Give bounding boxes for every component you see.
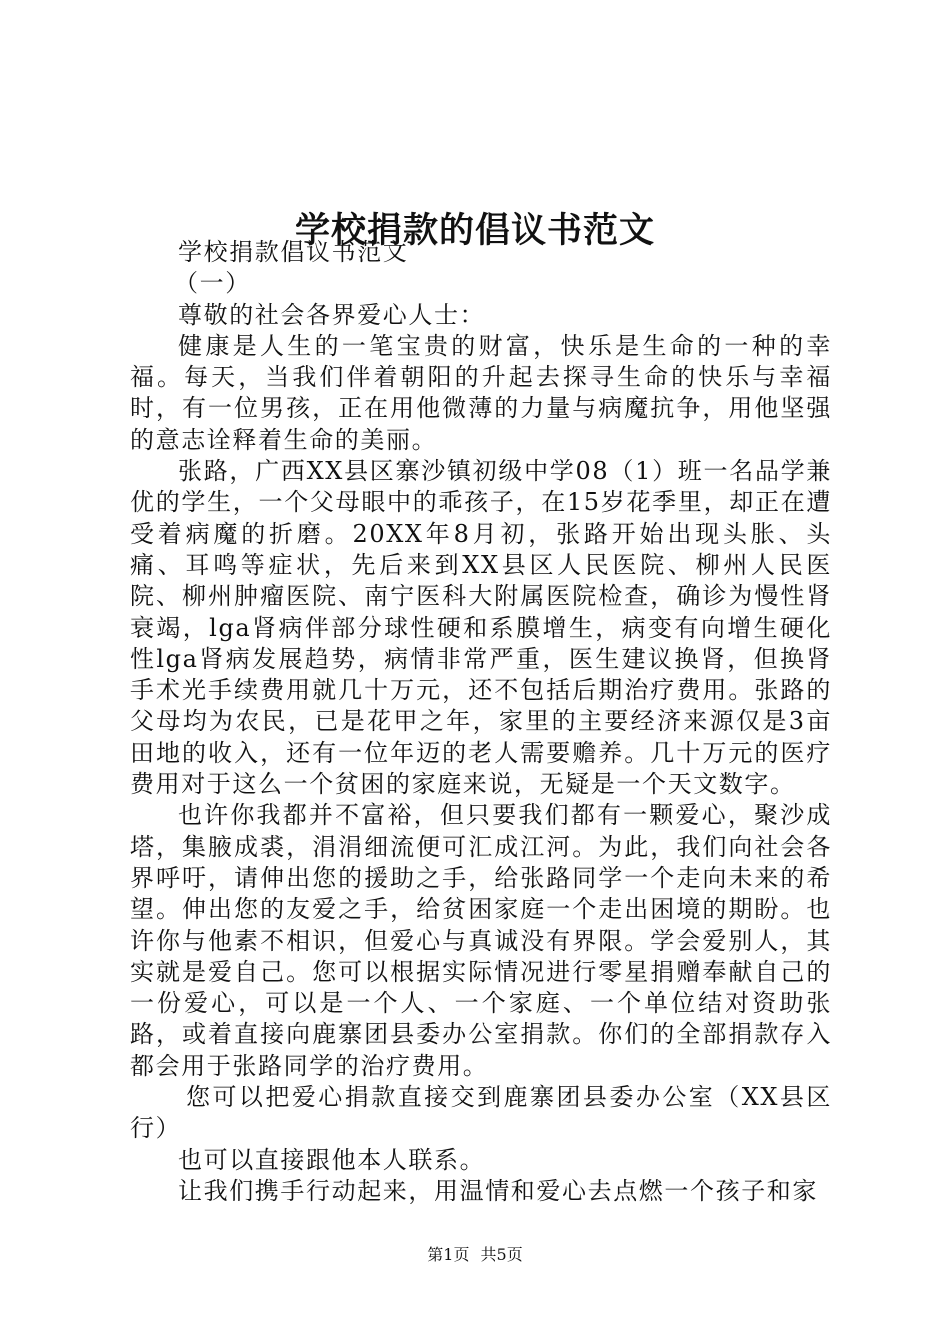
paragraph-closing: 让我们携手行动起来，用温情和爱心去点燃一个孩子和家 <box>178 1176 818 1205</box>
page-number: 第1页 <box>427 1245 470 1264</box>
page-total: 共5页 <box>480 1245 523 1264</box>
salutation: 尊敬的社会各界爱心人士： <box>178 300 486 329</box>
paragraph-donation-office: 您可以把爱心捐款直接交到鹿寨团县委办公室（XX县区行） <box>130 1083 832 1143</box>
paragraph-appeal: 也许你我都并不富裕，但只要我们都有一颗爱心，聚沙成塔，集腋成裘，涓涓细流便可汇成江河。为此，我们向社会各界呼吁，请伸出您的援助之手，给张路同学一个走向未来的希望。伸出您的友爱之手，给贫困家庭一个走出困境的期盼。也许你与他素不相识，但爱心与真诚没有界限。学会爱别人，其实就是爱自己。您可以根据实际情况进行零星捐赠奉献自己的一份爱心，可以是一个人、一个家庭、一个单位结对资助张路，或着直接向鹿寨团县委办公室捐款。你们的全部捐款存入都会用于张路同学的治疗费用。 <box>130 801 832 1080</box>
subtitle: 学校捐款倡议书范文 <box>178 238 409 266</box>
paragraph-story: 张路，广西XX县区寨沙镇初级中学08（1）班一名品学兼优的学生，一个父母眼中的乖孩子，在15岁花季里，却正在遭受着病魔的折磨。20XX年8月初，张路开始出现头胀、头痛、耳鸣等症状，先后来到XX县区人民医院、柳州人民医院、柳州肿瘤医院、南宁医科大附属医院检查，确诊为慢性肾衰竭，lga肾病伴部分球性硬和系膜增生，病变有向增生硬化性lga肾病发展趋势，病情非常严重，医生建议换肾，但换肾手术光手续费用就几十万元，还不包括后期治疗费用。张路的父母均为农民，已是花甲之年，家里的主要经济来源仅是3亩田地的收入，还有一位年迈的老人需要赡养。几十万元的医疗费用对于这么一个贫困的家庭来说，无疑是一个天文数字。 <box>130 457 832 799</box>
document-title: 学校捐款的倡议书范文 <box>294 210 655 252</box>
document-body <box>130 237 832 1207</box>
page-footer <box>0 1244 950 1266</box>
paragraph-intro: 健康是人生的一笔宝贵的财富，快乐是生命的一种的幸福。每天，当我们伴着朝阳的升起去探寻生命的快乐与幸福时，有一位男孩，正在用他微薄的力量与病魔抗争，用他坚强的意志诠释着生命的美丽。 <box>130 331 832 454</box>
section-number: （一） <box>174 269 251 298</box>
paragraph-contact: 也可以直接跟他本人联系。 <box>178 1145 486 1174</box>
